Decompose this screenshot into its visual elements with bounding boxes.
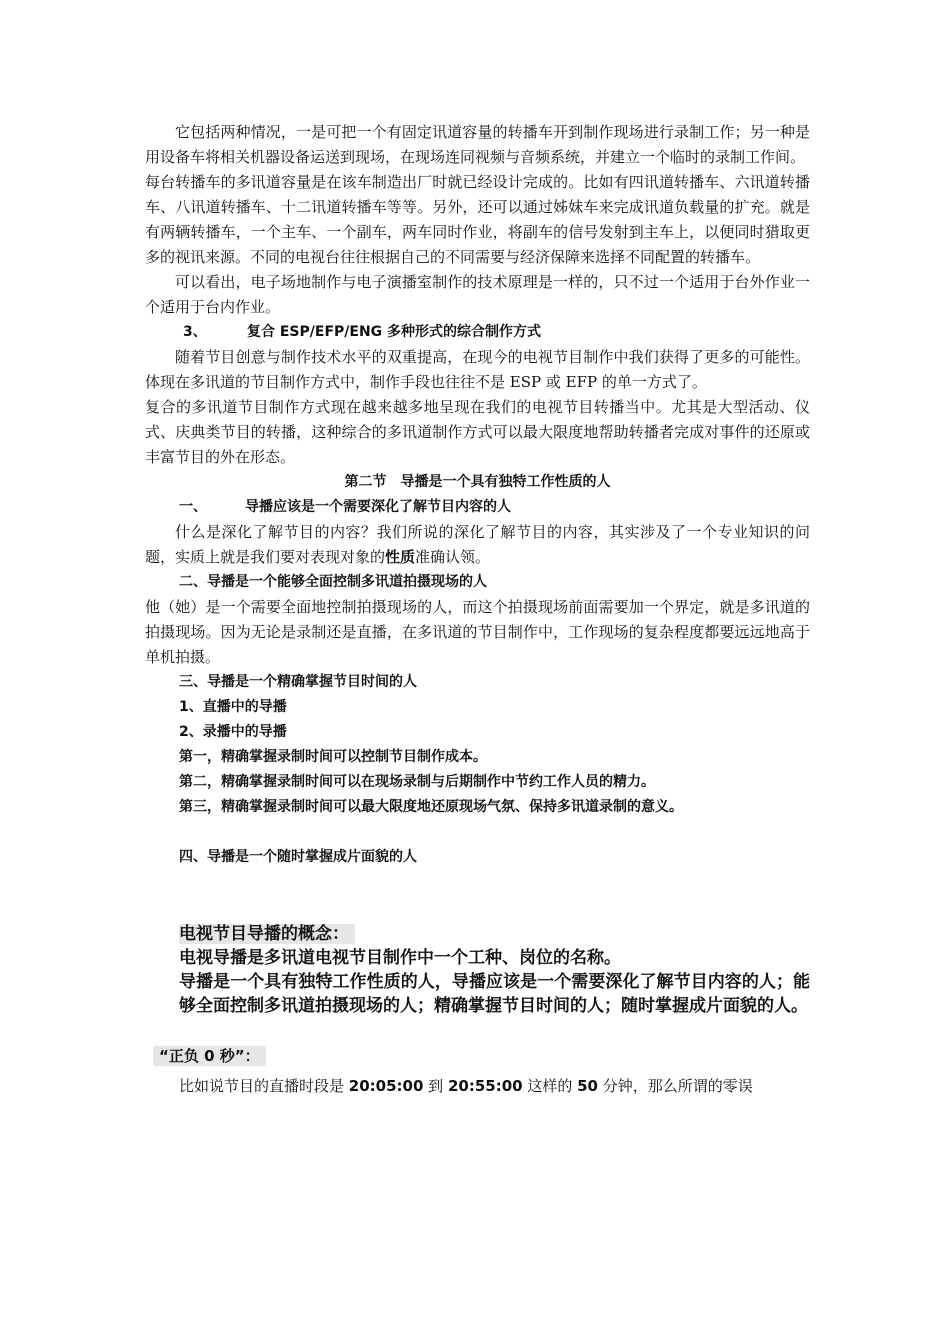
paragraph-ob-van-cases: 它包括两种情况，一是可把一个有固定讯道容量的转播车开到制作现场进行录制工作；另一种是用设备车将相关机器设备运送到现场，在现场连同视频与音频系统，并建立一个临时的录制工作间。: [145, 123, 810, 166]
paragraph-creative-possibilities: 随着节目创意与制作技术水平的双重提高，在现今的电视节目制作中我们获得了更多的可能性。体现在多讯道的节目制作方式中，制作手段也往往不是 ESP 或 EFP 的单一方式了。: [145, 348, 810, 391]
item-four-heading: 四、导播是一个随时掌握成片面貌的人: [179, 849, 417, 865]
point-third: 第三，精确掌握录制时间可以最大限度地还原现场气氛、保持多讯道录制的意义。: [179, 799, 683, 815]
sub-item-recorded: 2、录播中的导播: [179, 724, 287, 740]
paragraph-esp-efp-comparison: 可以看出，电子场地制作与电子演播室制作的技术原理是一样的，只不过一个适用于台外作业一个适用于台内作业。: [145, 273, 810, 316]
blank-line: [145, 820, 810, 845]
duration-minutes: 50: [577, 1077, 598, 1095]
item-two-heading: 二、导播是一个能够全面控制多讯道拍摄现场的人: [179, 574, 487, 590]
heading-number: 3、: [183, 324, 207, 340]
highlighted-text: 电视节目导播的概念：: [179, 924, 355, 944]
point-first: 第一，精确掌握录制时间可以控制节目制作成本。: [179, 749, 487, 765]
item-three-heading: 三、导播是一个精确掌握节目时间的人: [179, 674, 417, 690]
section-two-title: 第二节 导播是一个具有独特工作性质的人: [344, 474, 611, 490]
heading-text: 复合 ESP/EFP/ENG 多种形式的综合制作方式: [247, 324, 542, 340]
paragraph-ob-van-capacity: 每台转播车的多讯道容量是在该车制造出厂时就已经设计完成的。比如有四讯道转播车、六讯道转播车、八讯道转播车、十二讯道转播车等等。另外，还可以通过姊妹车来完成讯道负载量的扩充。就是有两辆转播车，一个主车、一个副车，两车同时作业，将副车的信号发射到主车上，以便同时猎取更多的视讯来源。不同的电视台往往根据自己的不同需要与经济保障来选择不同配置的转播车。: [145, 173, 810, 266]
document-page: [145, 120, 810, 1099]
point-second: 第二，精确掌握录制时间可以在现场录制与后期制作中节约工作人员的精力。: [179, 774, 655, 790]
blank-space: [145, 1018, 810, 1044]
text-run: 这样的: [522, 1077, 578, 1095]
text-run: 准确认领。: [415, 548, 491, 566]
paragraph-content-understanding: [145, 520, 810, 570]
sub-item-live: 1、直播中的导播: [179, 699, 287, 715]
bold-term: 性质: [385, 548, 416, 566]
text-run: 什么是深化了解节目的内容？我们所说的深化了解节目的内容，其实涉及了一个专业知识的问题，实质上就是我们要对表现对象的: [145, 523, 810, 566]
text-run: 到: [423, 1077, 448, 1095]
highlighted-text: “正负 0 秒”：: [153, 1046, 266, 1066]
item-number: 一、: [179, 499, 207, 515]
paragraph-composite-production: 复合的多讯道节目制作方式现在越来越多地呈现在我们的电视节目转播当中。尤其是大型活动、仪式、庆典类节目的转播，这种综合的多讯道制作方式可以最大限度地帮助转播者完成对事件的还原或丰富节目的外在形态。: [145, 398, 810, 466]
text-run: 比如说节目的直播时段是: [179, 1077, 349, 1095]
start-time: 20:05:00: [348, 1077, 424, 1095]
text-run: 分钟，那么所谓的零误: [598, 1077, 753, 1095]
end-time: 20:55:00: [447, 1077, 523, 1095]
item-one-heading: [145, 495, 810, 520]
concept-summary: 导播是一个具有独特工作性质的人，导播应该是一个需要深化了解节目内容的人；能够全面控制多讯道拍摄现场的人；精确掌握节目时间的人；随时掌握成片面貌的人。: [179, 972, 810, 1016]
item-text: 导播应该是一个需要深化了解节目内容的人: [245, 499, 511, 515]
blank-space: [145, 870, 810, 922]
heading-composite-method: [145, 320, 810, 345]
concept-definition: 电视导播是多讯道电视节目制作中一个工种、岗位的名称。: [179, 948, 621, 968]
paragraph-broadcast-example: [145, 1074, 810, 1099]
paragraph-scene-control: 他（她）是一个需要全面地控制拍摄现场的人，而这个拍摄现场前面需要加一个界定，就是多讯道的拍摄现场。因为无论是录制还是直播，在多讯道的节目制作中，工作现场的复杂程度都要远远地高于单机拍摄。: [145, 598, 810, 666]
zero-seconds-heading: [145, 1044, 810, 1068]
concept-heading: [145, 922, 810, 946]
